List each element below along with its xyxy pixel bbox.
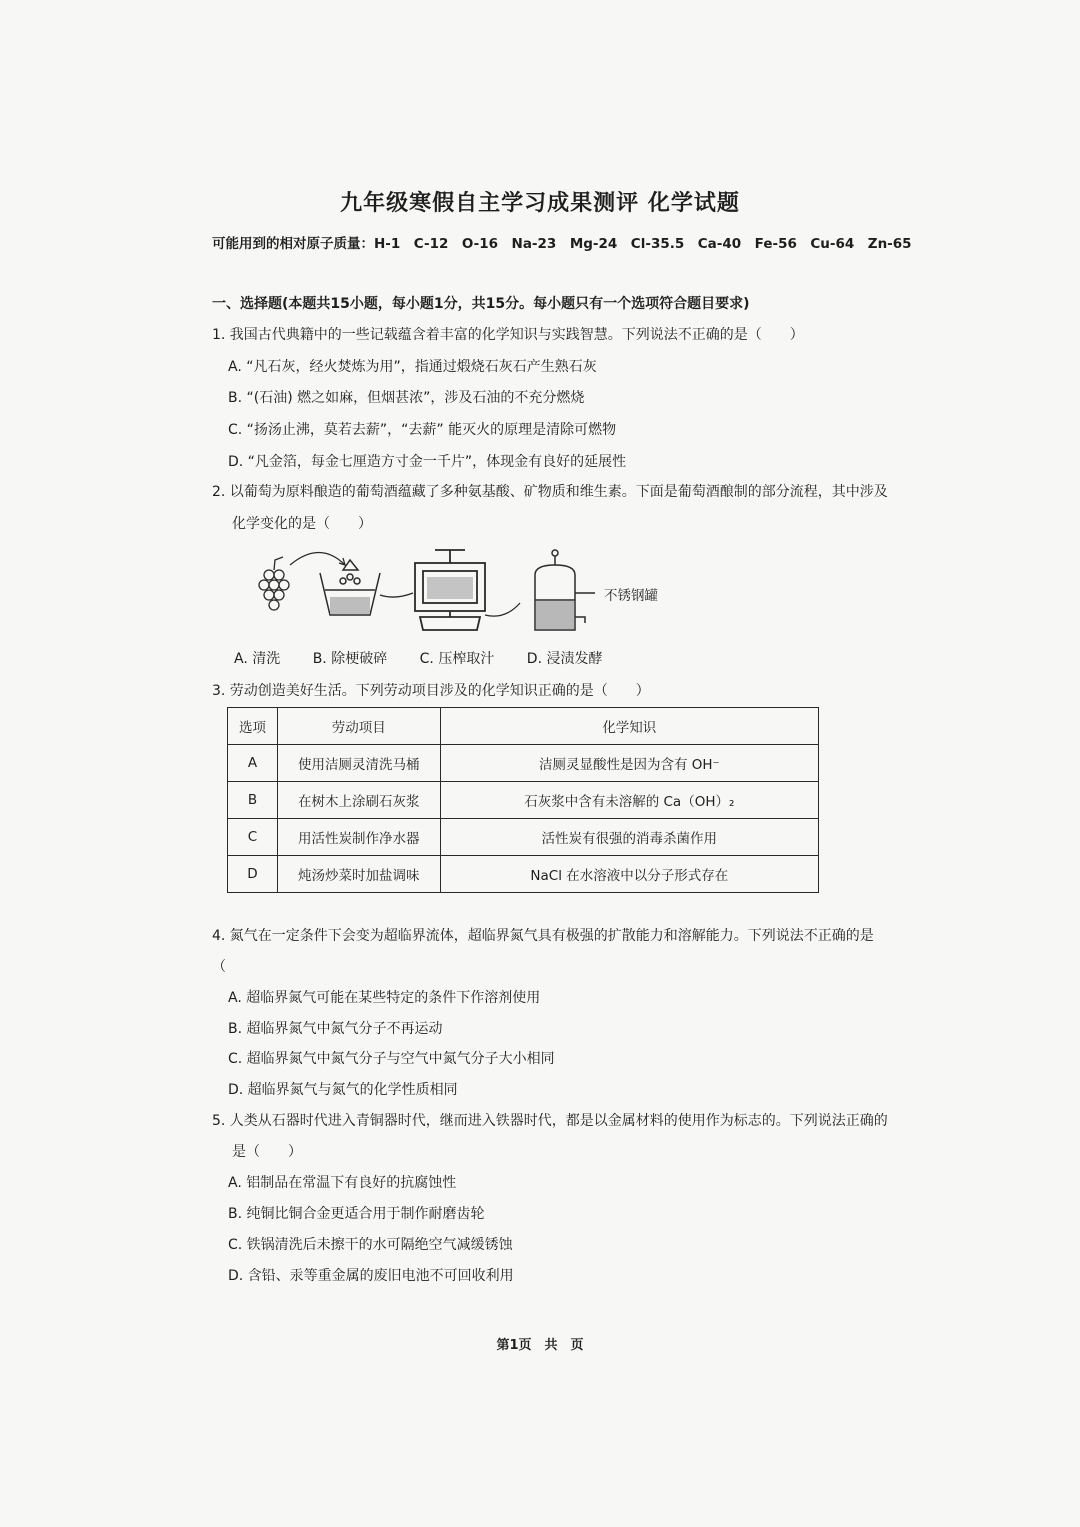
q1-option-d: D. “凡金箔，每金七厘造方寸金一千片”，体现金有良好的延展性 — [228, 454, 627, 470]
stainless-tank-icon — [535, 550, 595, 630]
q1-option-c: C. “扬汤止沸，莫若去薪”，“去薪” 能灭火的原理是清除可燃物 — [228, 422, 617, 438]
table-cell-knowledge: 活性炭有很强的消毒杀菌作用 — [440, 819, 818, 856]
table-cell-knowledge: 石灰浆中含有未溶解的 Ca（OH）₂ — [440, 782, 818, 819]
q1-option-a: A. “凡石灰，经火焚炼为用”，指通过煅烧石灰石产生熟石灰 — [228, 359, 597, 375]
q4-option-d: D. 超临界氮气与氮气的化学性质相同 — [228, 1082, 458, 1098]
wine-process-diagram — [255, 545, 605, 645]
table-cell-item: 用活性炭制作净水器 — [277, 819, 440, 856]
q3-table — [227, 707, 819, 893]
q2-option-c: C. 压榨取汁 — [419, 651, 495, 667]
table-row — [228, 782, 819, 819]
table-cell-option: B — [228, 782, 278, 819]
q5-stem-cont: 是（ ） — [232, 1144, 302, 1160]
q1-stem: 1. 我国古代典籍中的一些记载蕴含着丰富的化学知识与实践智慧。下列说法不正确的是（ ） — [212, 327, 804, 343]
q5-option-a: A. 铝制品在常温下有良好的抗腐蚀性 — [228, 1175, 457, 1191]
table-cell-option: D — [228, 856, 278, 893]
table-header: 选项 — [228, 708, 278, 745]
q5-option-b: B. 纯铜比铜合金更适合用于制作耐磨齿轮 — [228, 1206, 485, 1222]
crusher-icon — [320, 560, 380, 615]
q2-option-a: A. 清洗 — [234, 651, 281, 667]
q4-option-b: B. 超临界氮气中氮气分子不再运动 — [228, 1021, 443, 1037]
table-header-row — [228, 708, 819, 745]
q2-option-b: B. 除梗破碎 — [312, 651, 388, 667]
table-header: 化学知识 — [440, 708, 818, 745]
table-row — [228, 745, 819, 782]
table-cell-option: A — [228, 745, 278, 782]
q3-stem: 3. 劳动创造美好生活。下列劳动项目涉及的化学知识正确的是（ ） — [212, 683, 650, 699]
arrow-curve-icon — [290, 553, 345, 566]
q5-option-d: D. 含铅、汞等重金属的废旧电池不可回收利用 — [228, 1268, 514, 1284]
q4-option-c: C. 超临界氮气中氮气分子与空气中氮气分子大小相同 — [228, 1051, 555, 1067]
grape-icon — [259, 557, 289, 610]
atomic-masses: 可能用到的相对原子质量：H-1 C-12 O-16 Na-23 Mg-24 Cl-35.5 Ca-40 Fe-56 Cu-64 Zn-65 — [212, 236, 912, 252]
press-icon — [415, 550, 485, 630]
table-cell-item: 使用洁厕灵清洗马桶 — [277, 745, 440, 782]
tank-label: 不锈钢罐 — [604, 588, 658, 604]
q4-option-a: A. 超临界氮气可能在某些特定的条件下作溶剂使用 — [228, 990, 541, 1006]
q1-option-b: B. “(石油) 燃之如麻，但烟甚浓”，涉及石油的不充分燃烧 — [228, 390, 585, 406]
section-heading: 一、选择题(本题共15小题，每小题1分，共15分。每小题只有一个选项符合题目要求) — [212, 296, 750, 312]
table-cell-knowledge: 洁厕灵显酸性是因为含有 OH⁻ — [440, 745, 818, 782]
q2-options — [234, 648, 630, 668]
table-header: 劳动项目 — [277, 708, 440, 745]
exam-title: 九年级寒假自主学习成果测评 化学试题 — [340, 191, 740, 216]
q2-stem-cont: 化学变化的是（ ） — [232, 516, 372, 532]
table-cell-knowledge: NaCl 在水溶液中以分子形式存在 — [440, 856, 818, 893]
q4-stem-cont: （ — [212, 959, 226, 975]
table-row — [228, 856, 819, 893]
q4-stem: 4. 氮气在一定条件下会变为超临界流体，超临界氮气具有极强的扩散能力和溶解能力。下列说法不正确的是 — [212, 928, 874, 944]
q2-option-d: D. 浸渍发酵 — [526, 651, 603, 667]
q5-stem: 5. 人类从石器时代进入青铜器时代，继而进入铁器时代，都是以金属材料的使用作为标志的。下列说法正确的 — [212, 1113, 888, 1129]
table-cell-option: C — [228, 819, 278, 856]
page-footer: 第1页 共 页 — [496, 1338, 584, 1353]
table-row — [228, 819, 819, 856]
q2-stem: 2. 以葡萄为原料酿造的葡萄酒蕴藏了多种氨基酸、矿物质和维生素。下面是葡萄酒酿制的部分流程，其中涉及 — [212, 484, 888, 500]
q5-option-c: C. 铁锅清洗后未擦干的水可隔绝空气减缓锈蚀 — [228, 1237, 513, 1253]
table-cell-item: 炖汤炒菜时加盐调味 — [277, 856, 440, 893]
table-cell-item: 在树木上涂刷石灰浆 — [277, 782, 440, 819]
